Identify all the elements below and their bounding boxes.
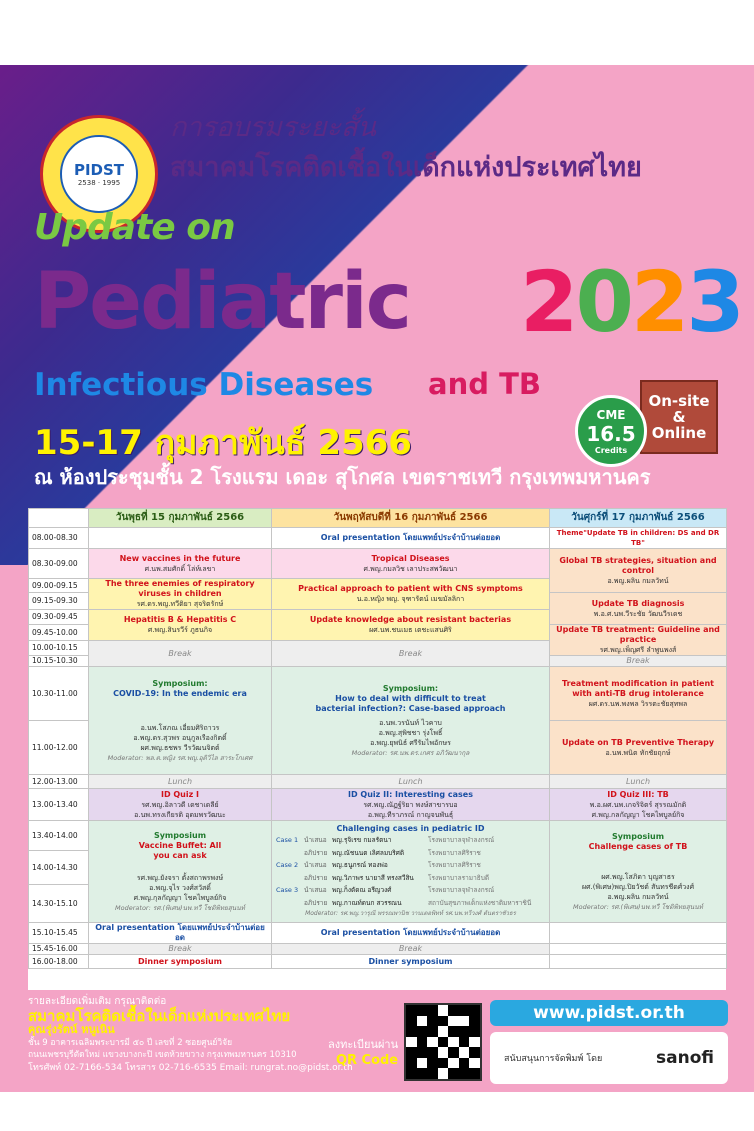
subtitle: Infectious Diseases bbox=[34, 367, 374, 403]
time-cell: 16.00-18.00 bbox=[29, 955, 89, 969]
time-cell: 15.45-16.00 bbox=[29, 944, 89, 955]
session-title: ID Quiz II: Interesting cases bbox=[348, 789, 473, 799]
speaker: รศ.ดร.พญ.ทวีติยา สุจริตรักษ์ bbox=[136, 600, 224, 608]
quiz-cell bbox=[272, 789, 550, 821]
session-title: Update TB treatment: Guideline and practice bbox=[556, 625, 720, 644]
org-name: สมาคมโรคติดเชื้อในเด็กแห่งประเทศไทย bbox=[170, 152, 642, 183]
time-cell: 13.40-14.00 bbox=[29, 821, 89, 851]
speaker: อ.นพ.วรนันท์ ไวคาบ bbox=[379, 718, 442, 727]
case-hospital: โรงพยาบาลจุฬาลงกรณ์ bbox=[428, 886, 495, 894]
onsite-online-badge bbox=[640, 380, 718, 454]
day2-header: วันพฤหัสบดีที่ 16 กุมภาพันธ์ 2566 bbox=[272, 509, 550, 528]
speaker: ศ.พญ.กลกัญญา โชคไพบูลย์กิจ bbox=[591, 810, 685, 819]
contact-phone: โทรศัพท์ 02-7166-534 โทรสาร 02-716-6535 Email: rungrat.no@pidst.or.th bbox=[28, 1063, 353, 1073]
speaker: ผศ.พญ.ธชพร วีรวัฒนจิตต์ bbox=[140, 743, 220, 752]
case-label bbox=[276, 847, 304, 860]
cme-badge bbox=[575, 395, 647, 467]
sponsor-label: สนับสนุนการจัดพิมพ์ โดย bbox=[504, 1054, 603, 1064]
empty-cell bbox=[550, 944, 727, 955]
dinner-cell: Dinner symposium bbox=[89, 955, 272, 969]
symposium-cell bbox=[272, 667, 550, 775]
session-cell bbox=[272, 610, 550, 641]
time-cell: 10.00-10.15 bbox=[29, 641, 89, 656]
amp-label: & bbox=[672, 408, 686, 426]
website-link[interactable]: www.pidst.or.th bbox=[490, 1000, 728, 1026]
time-cell: 15.10-15.45 bbox=[29, 923, 89, 944]
case-role: นำเสนอ bbox=[304, 886, 327, 894]
time-cell: 11.00-12.00 bbox=[29, 721, 89, 775]
case-label: Case 1 bbox=[276, 836, 299, 844]
case-row bbox=[276, 859, 545, 872]
session-title: Practical approach to patient with CNS symptoms bbox=[298, 584, 523, 593]
session-subtitle: Challenge cases of TB bbox=[588, 841, 688, 851]
case-person: พญ.ธนูภรณ์ ทองพ่อ bbox=[332, 861, 388, 869]
case-person: พญ.รุจิเรข กมลรัตนา bbox=[332, 836, 392, 844]
session-cell bbox=[550, 721, 727, 775]
case-hospital: โรงพยาบาลรามาธิบดี bbox=[428, 873, 490, 882]
oral-cell: Oral presentation โดยแพทย์ประจำบ้านต่อยอด bbox=[272, 923, 550, 944]
session-title: Global TB strategies, situation and control bbox=[559, 555, 717, 575]
session-cell bbox=[272, 579, 550, 610]
session-cell bbox=[550, 593, 727, 625]
case-role: อภิปราย bbox=[304, 848, 328, 857]
cme-credits: Credits bbox=[594, 445, 628, 455]
case-person: พญ.วิภาพร นายาสี ทรงสวีสิน bbox=[332, 873, 414, 882]
oral-morning: Oral presentation โดยแพทย์ประจำบ้านต่อยอด bbox=[272, 528, 550, 549]
case-row bbox=[276, 897, 545, 910]
register-label: ลงทะเบียนผ่าน bbox=[328, 1038, 399, 1051]
day3-header: วันศุกร์ที่ 17 กุมภาพันธ์ 2566 bbox=[550, 509, 727, 528]
speaker: รศ.พญ.เพ็ญศรี ลำพูนพงส์ bbox=[599, 646, 677, 654]
speaker: ศ.พญ.สินรวีร์ ภูธนกิจ bbox=[147, 626, 213, 634]
session-title: ID Quiz III: TB bbox=[607, 789, 669, 799]
time-cell: 13.00-13.40 bbox=[29, 789, 89, 821]
moderator: Moderator: รศ.(พิเศษ)นพ.ทวี โชติพิทยสุนนท์ bbox=[115, 903, 245, 912]
speaker: ผศ.ดร.นพ.พงพล วิรรตะชัยสุทพล bbox=[588, 699, 688, 708]
case-row bbox=[276, 884, 545, 897]
session-title: Update TB diagnosis bbox=[591, 598, 685, 608]
speaker: น.อ.หญิง พญ. จุฑารัตน์ เมฆมัลลิกา bbox=[356, 595, 465, 603]
session-cell bbox=[272, 549, 550, 579]
speaker: ผศ.(พิเศษ)พญ.ปิยวัชต์ สันทรชีดศ์วงศ์ bbox=[581, 882, 695, 891]
year-title bbox=[520, 253, 742, 351]
session-title: Symposium bbox=[611, 831, 665, 841]
session-subtitle: How to deal with difficult to treat bacterial infection?: Case-based approach bbox=[315, 693, 506, 713]
time-cell: 14.00-14.30 bbox=[29, 851, 89, 885]
case-role: อภิปราย bbox=[304, 873, 328, 882]
break-cell: Break bbox=[89, 944, 272, 955]
time-cell: 08.30-09.00 bbox=[29, 549, 89, 579]
session-title: Hepatitis B & Hepatitis C bbox=[123, 615, 237, 624]
time-cell: 10.15-10.30 bbox=[29, 656, 89, 667]
quiz-cell bbox=[89, 789, 272, 821]
schedule-table bbox=[28, 508, 726, 990]
break-cell: Break bbox=[272, 641, 550, 667]
event-date: 15-17 กุมภาพันธ์ 2566 bbox=[34, 423, 412, 463]
speaker: พ.อ.ผศ.นพ.เกจริจิตร์ สุรรณมักติ bbox=[589, 800, 687, 809]
speaker: รศ.พญ.อิลาวดี เดชาเดลีย์ bbox=[141, 800, 219, 809]
moderator: Moderator: รศ.(พิเศษ)นพ.ทวี โชติพิทยสุนนท์ bbox=[573, 902, 703, 911]
day3-theme: Theme"Update TB in children: DS and DR TB" bbox=[550, 528, 727, 549]
year-digit: 2 bbox=[630, 253, 687, 351]
moderator: Moderator: รศ.นพ.ดร.เกศร อภิวัฒนากุล bbox=[351, 748, 470, 757]
time-cell: 09.00-09.15 bbox=[29, 579, 89, 593]
case-hospital: สถาบันสุขภาพเด็กแห่งชาติมหาราชินี bbox=[428, 898, 532, 907]
speaker: ศ.นพ.สมศักดิ์ โล่ห์เลขา bbox=[144, 564, 216, 573]
contact-person: คุณรุ่งรัตน์ หนูเนิน bbox=[28, 1023, 115, 1036]
registration-qr-code[interactable] bbox=[404, 1003, 482, 1081]
case-label bbox=[276, 872, 304, 885]
moderator: Moderator: รศ.พญ.วารุณี พรรณพานิช วานเดอพิทท์ รศ.นพ.ทวีวงศ์ ตันตราชัวธร bbox=[305, 910, 516, 917]
case-row bbox=[276, 847, 545, 860]
case-label: Case 3 bbox=[276, 886, 299, 894]
symposium-cell bbox=[89, 821, 272, 923]
speaker: ผศ.นพ.ชนเมธ เตชะแสนศิริ bbox=[369, 626, 452, 634]
session-subtitle: COVID-19: In the endemic era bbox=[113, 688, 247, 698]
case-hospital: โรงพยาบาลศิริราช bbox=[428, 861, 481, 869]
session-cell bbox=[550, 667, 727, 721]
day1-header: วันพุธที่ 15 กุมภาพันธ์ 2566 bbox=[89, 509, 272, 528]
corner-cell bbox=[29, 509, 89, 528]
case-role: นำเสนอ bbox=[304, 836, 327, 844]
cme-label: CME bbox=[596, 407, 626, 422]
session-cell bbox=[89, 610, 272, 641]
contact-org: สมาคมโรคติดเชื้อในเด็กแห่งประเทศไทย bbox=[28, 1007, 291, 1025]
course-label: การอบรมระยะสั้น bbox=[170, 112, 376, 143]
speaker: อ.พญ.ผลิน กมลวัทน์ bbox=[607, 892, 669, 901]
moderator: Moderator: พล.ต.หญิง รศ.พญ.อุดิวิไล สาระโกเศศ bbox=[107, 753, 253, 762]
session-title: Update on TB Preventive Therapy bbox=[561, 737, 715, 747]
speaker: อ.พญ.สุพิชชา รุ่งโพธิ์ bbox=[378, 728, 443, 737]
speaker: อ.นพ.โสภณ เอี่ยมศิริถาวร bbox=[140, 723, 220, 732]
register-qr-label: QR Code bbox=[335, 1053, 399, 1068]
cases-cell bbox=[272, 821, 550, 923]
register-block bbox=[328, 1035, 398, 1068]
speaker: รศ.พญ.ณัฏฐ์ริยา พงษ์สาขารบอ bbox=[363, 800, 458, 809]
speaker: อ.พญ.ผลิน กมลวัทน์ bbox=[607, 576, 669, 585]
sponsor-box bbox=[490, 1032, 728, 1084]
speaker: อ.พญ.ทีราภรณ์ กาญจนพันธุ์ bbox=[367, 810, 454, 819]
speaker: อ.นพ.พนิต ทักชัยฤกษ์ bbox=[605, 748, 671, 757]
lunch-cell: Lunch bbox=[272, 775, 550, 789]
year-digit: 3 bbox=[686, 253, 742, 351]
oral-cell: Oral presentation โดยแพทย์ประจำบ้านต่อยอด bbox=[89, 923, 272, 944]
session-cell bbox=[89, 549, 272, 579]
main-title: Pediatric bbox=[34, 257, 410, 347]
year-digit: 2 bbox=[520, 253, 576, 351]
session-title: Tropical Diseases bbox=[371, 553, 450, 563]
time-cell: 09.30-09.45 bbox=[29, 610, 89, 625]
online-label: Online bbox=[651, 424, 707, 442]
break-cell: Break bbox=[272, 944, 550, 955]
speaker: อ.นพ.ทรงเกียรติ อุดมพรวัฒนะ bbox=[134, 810, 226, 819]
session-cell bbox=[550, 549, 727, 593]
speaker: อ.พญ.ดร.สุวพร อนุกูลเรืองกิตติ์ bbox=[133, 733, 227, 742]
case-row bbox=[276, 834, 545, 847]
time-cell: 12.00-13.00 bbox=[29, 775, 89, 789]
case-person: พญ.ณัชนนต เลิศลมบริศติ bbox=[332, 848, 405, 857]
time-cell: 14.30-15.10 bbox=[29, 885, 89, 923]
session-cell bbox=[89, 579, 272, 610]
speaker: พ.อ.ศ.นพ.วีระชัย วัฒนวีรเดช bbox=[593, 609, 683, 618]
case-hospital: โรงพยาบาลศิริราช bbox=[428, 848, 481, 857]
lunch-cell: Lunch bbox=[550, 775, 727, 789]
session-title: The three enemies of respiratory viruses in children bbox=[105, 579, 255, 598]
session-title: Challenging cases in pediatric ID bbox=[336, 824, 485, 833]
contact-address: ถนนเพชรบุรีตัดใหม่ แขวงบางกะปิ เขตห้วยขวาง กรุงเทพมหานคร 10310 bbox=[28, 1050, 297, 1060]
quiz-cell bbox=[550, 789, 727, 821]
symposium-cell bbox=[550, 821, 727, 923]
and-tb: and TB bbox=[428, 367, 541, 401]
sanofi-logo: sanofi bbox=[656, 1048, 714, 1068]
update-on-text: Update on bbox=[34, 207, 235, 248]
logo-years: 2538 · 1995 bbox=[77, 179, 121, 187]
footer bbox=[0, 995, 754, 1092]
time-cell: 08.00-08.30 bbox=[29, 528, 89, 549]
speaker: ผศ.พญ.โสภิดา บุญสาธร bbox=[601, 872, 675, 881]
empty-cell bbox=[550, 955, 727, 969]
onsite-label: On-site bbox=[648, 392, 710, 410]
contact-label: รายละเอียดเพิ่มเติม กรุณาติดต่อ bbox=[28, 996, 167, 1007]
session-title: Treatment modification in patient with anti-TB drug intolerance bbox=[561, 678, 714, 698]
event-venue: ณ ห้องประชุมชั้น 2 โรงแรม เดอะ สุโกศล เขตราชเทวี กรุงเทพมหานคร bbox=[34, 465, 651, 489]
session-title: New vaccines in the future bbox=[119, 553, 241, 563]
speaker: อ.พญ.จุไร วงศ์สวัสดิ์ bbox=[149, 883, 211, 892]
speaker: ศ.พญ.กมลวิช เลาประสพวัฒนา bbox=[363, 564, 458, 573]
break-cell: Break bbox=[89, 641, 272, 667]
session-title: Symposium bbox=[153, 830, 207, 840]
dinner-cell: Dinner symposium bbox=[272, 955, 550, 969]
empty-cell bbox=[89, 528, 272, 549]
speaker: อ.พญ.ยุพนิธ์ ศรีรัมไพอักษร bbox=[370, 738, 451, 747]
case-person: พญ.กาณท์ดนก สวรรณน bbox=[332, 898, 402, 907]
case-label bbox=[276, 897, 304, 910]
logo-text: PIDST bbox=[73, 161, 125, 179]
session-cell bbox=[550, 625, 727, 656]
session-title: ID Quiz I bbox=[160, 789, 200, 799]
case-label: Case 2 bbox=[276, 861, 299, 869]
symposium-cell bbox=[89, 667, 272, 775]
session-title: Symposium: bbox=[152, 678, 208, 688]
contact-block bbox=[28, 995, 353, 1075]
case-hospital: โรงพยาบาลจุฬาลงกรณ์ bbox=[428, 836, 495, 844]
case-person: พญ.ก็งตัดณ อรีญวงศ์ bbox=[332, 886, 392, 894]
time-cell: 09.15-09.30 bbox=[29, 593, 89, 610]
session-subtitle: Vaccine Buffet: All you can ask bbox=[138, 840, 222, 860]
empty-cell bbox=[550, 923, 727, 944]
contact-address: ชั้น 9 อาคารเฉลิมพระบารมี ๕๐ ปี เลขที่ 2 ซอยศูนย์วิจัย bbox=[28, 1038, 233, 1048]
break-cell: Break bbox=[550, 656, 727, 667]
time-cell: 10.30-11.00 bbox=[29, 667, 89, 721]
cme-value: 16.5 bbox=[586, 421, 636, 446]
session-title: Update knowledge about resistant bacterias bbox=[309, 615, 512, 624]
poster bbox=[0, 65, 754, 1092]
speaker: รศ.พญ.ยังจรา ตั้งสถาพรพงษ์ bbox=[136, 873, 224, 882]
year-digit: 0 bbox=[575, 253, 631, 351]
case-row bbox=[276, 872, 545, 885]
lunch-cell: Lunch bbox=[89, 775, 272, 789]
case-role: นำเสนอ bbox=[304, 861, 327, 869]
time-cell: 09.45-10.00 bbox=[29, 625, 89, 641]
case-role: อภิปราย bbox=[304, 898, 328, 907]
session-title: Symposium: bbox=[382, 683, 439, 693]
speaker: ศ.พญ.กุลกัญญา โชคไพบูลย์กิจ bbox=[133, 893, 227, 902]
